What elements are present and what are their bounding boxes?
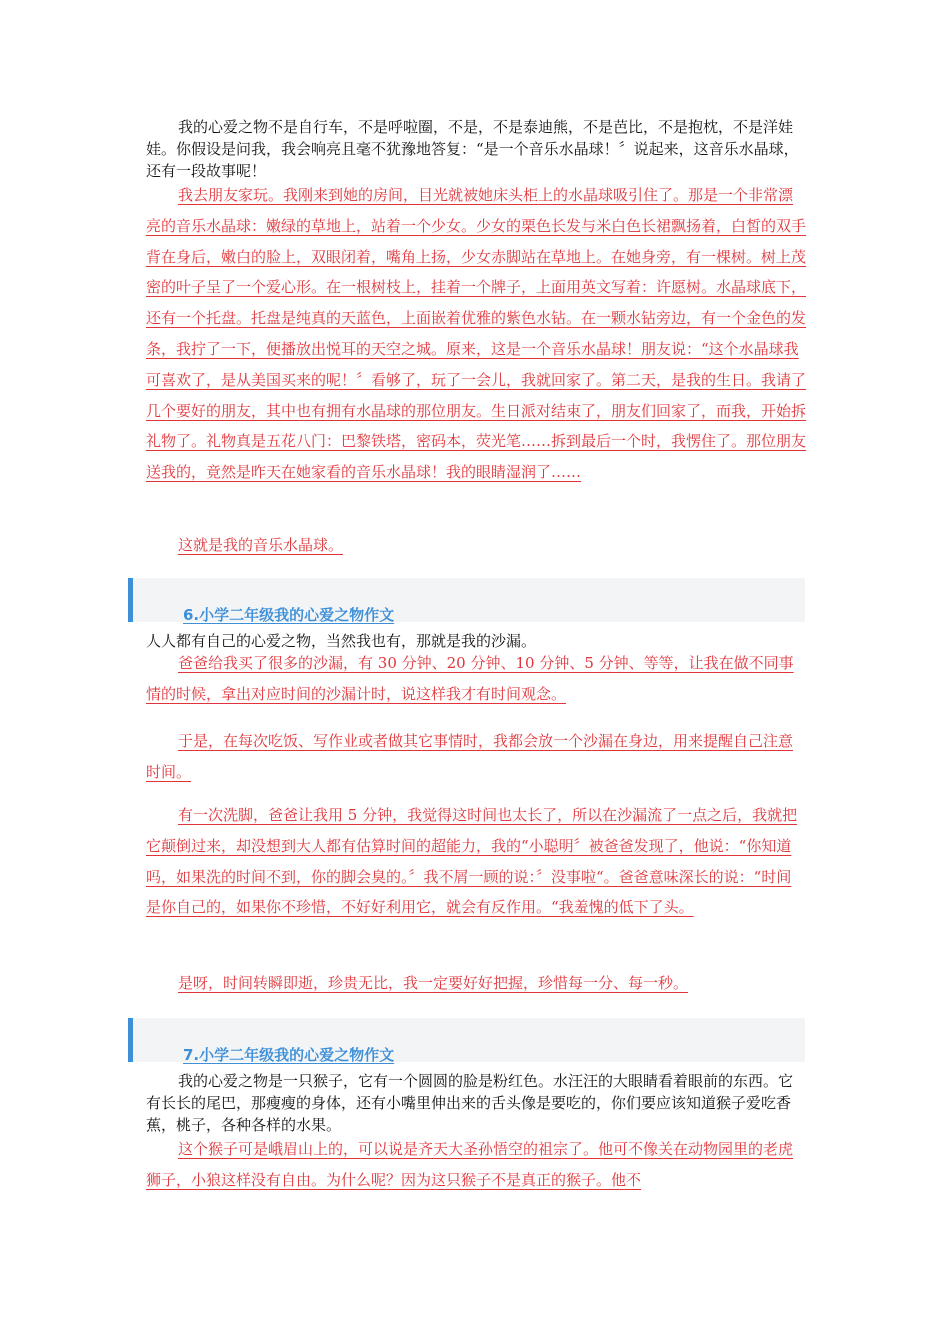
s7-intro: 我的心爱之物是一只猴子，它有一个圆圆的脸是粉红色。水汪汪的大眼睛看着眼前的东西。它有长长的尾巴，那瘦瘦的身体，还有小嘴里伸出来的舌头像是要吃的，你们要应该知道猴子爱吃香蕉，桃子，各种各样的水果。 xyxy=(146,1072,794,1134)
s6-intro: 人人都有自己的心爱之物，当然我也有，那就是我的沙漏。 xyxy=(146,632,537,650)
section6-heading: 6.小学二年级我的心爱之物作文 xyxy=(183,606,395,624)
s6-p2: 于是，在每次吃饭、写作业或者做其它事情时，我都会放一个沙漏在身边，用来提醒自己注意时间。 xyxy=(146,732,794,781)
s6-p3: 有一次洗脚，爸爸让我用 5 分钟，我觉得这时间也太长了，所以在沙漏流了一点之后，我就把它颠倒过来，却没想到大人都有估算时间的超能力，我的“小聪明〞被爸爸发现了，他说：“你知道吗，如果洗的时间不到，你的脚会臭的。〞我不屑一顾的说：〞没事啦“。爸爸意味深长的说：“时间是你自己的，如果你不珍惜，不好好利用它，就会有反作用。“我羞愧的低下了头。 xyxy=(146,806,798,917)
section7-heading-bar xyxy=(128,1018,805,1062)
section6-heading-bar xyxy=(128,578,805,622)
s7-p1: 这个猴子可是峨眉山上的，可以说是齐天大圣孙悟空的祖宗了。他可不像关在动物园里的老虎狮子，小狼这样没有自由。为什么呢？因为这只猴子不是真正的猴子。他不 xyxy=(146,1140,794,1189)
s6-p4: 是呀，时间转瞬即逝，珍贵无比，我一定要好好把握，珍惜每一分、每一秒。 xyxy=(178,974,689,992)
s5-intro: 我的心爱之物不是自行车，不是呼啦圈，不是，不是泰迪熊，不是芭比，不是抱枕，不是洋娃娃。你假设是问我，我会响亮且毫不犹豫地答复：“是一个音乐水晶球！〞说起来，这音乐水晶球，还有一段故事呢！ xyxy=(146,118,799,180)
s6-p1: 爸爸给我买了很多的沙漏，有 30 分钟、20 分钟、10 分钟、5 分钟、等等，让我在做不同事情的时候，拿出对应时间的沙漏计时，说这样我才有时间观念。 xyxy=(146,654,794,703)
s5-body: 我去朋友家玩。我刚来到她的房间，目光就被她床头柜上的水晶球吸引住了。那是一个非常漂亮的音乐水晶球：嫩绿的草地上，站着一个少女。少女的栗色长发与米白色长裙飘扬着，白皙的双手背在身后，嫩白的脸上，双眼闭着，嘴角上扬，少女赤脚站在草地上。在她身旁，有一棵树。树上茂密的叶子呈了一个爱心形。在一根树枝上，挂着一个牌子，上面用英文写着：许愿树。水晶球底下，还有一个托盘。托盘是纯真的天蓝色，上面嵌着优雅的紫色水钻。在一颗水钻旁边，有一个金色的发条，我拧了一下，便播放出悦耳的天空之城。原来，这是一个音乐水晶球！朋友说：“这个水晶球我可喜欢了，是从美国买来的呢！〞看够了，玩了一会儿，我就回家了。第二天，是我的生日。我请了几个要好的朋友，其中也有拥有水晶球的那位朋友。生日派对结束了，朋友们回家了，而我，开始拆礼物了。礼物真是五花八门：巴黎铁塔，密码本，荧光笔……拆到最后一个时，我愣住了。那位朋友送我的，竟然是昨天在她家看的音乐水晶球！我的眼睛湿润了…… xyxy=(146,186,807,482)
s5-closing: 这就是我的音乐水晶球。 xyxy=(178,536,344,554)
section7-heading: 7.小学二年级我的心爱之物作文 xyxy=(183,1046,395,1064)
